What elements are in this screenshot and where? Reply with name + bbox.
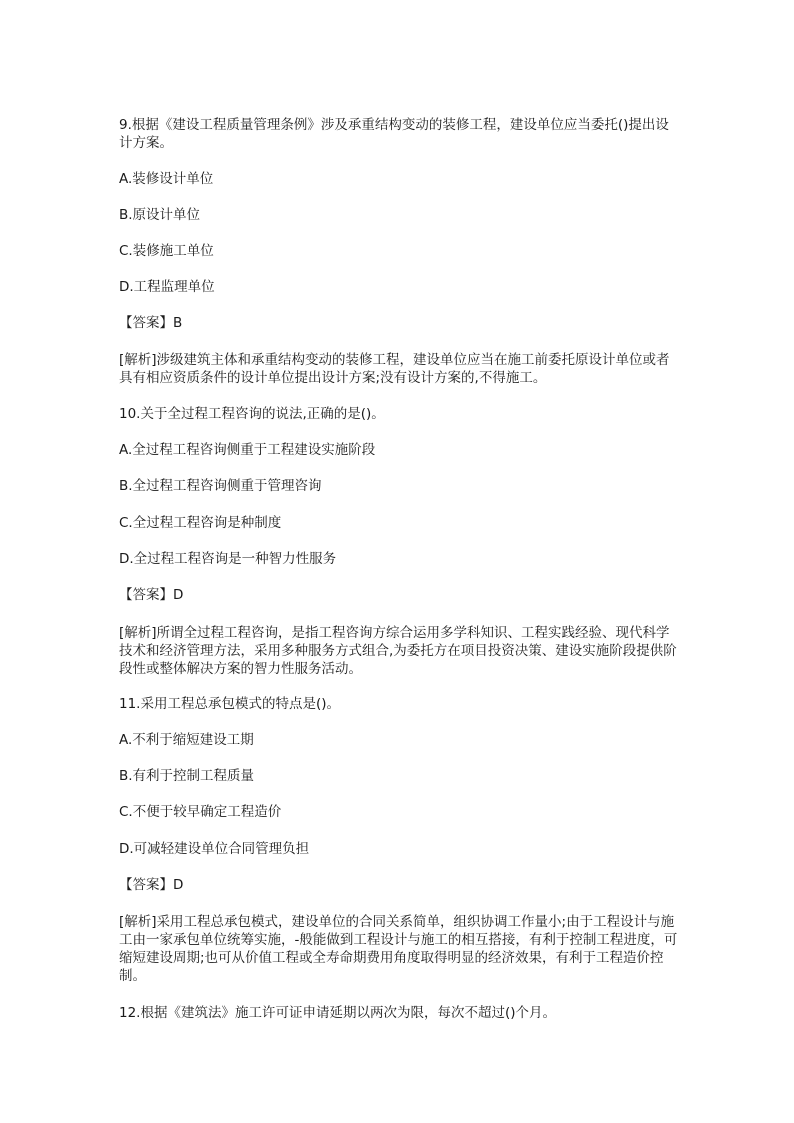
question-9-option-c: C.装修施工单位 [119,243,214,259]
question-10-option-c: C.全过程工程咨询是种制度 [119,515,282,531]
question-10-stem: 10.关于全过程工程咨询的说法,正确的是()。 [119,406,385,422]
question-9-option-a: A.装修设计单位 [119,171,214,187]
question-11-explanation: [解析]采用工程总承包模式，建设单位的合同关系简单，组织协调工作量小;由于工程设计与施工由一家承包单位统筹实施，-般能做到工程设计与施工的相互搭接，有利于控制工程进度，可缩短建设周期;也可从价值工程或全寿命期费用角度取得明显的经济效果，有利于工程造价控制。 [119,914,678,984]
question-9-option-d: D.工程监理单位 [119,279,215,295]
question-12-stem: 12.根据《建筑法》施工许可证申请延期以两次为限，每次不超过()个月。 [119,1005,557,1021]
question-11-option-b: B.有利于控制工程质量 [119,768,255,784]
question-9-option-b: B.原设计单位 [119,207,201,223]
question-10-option-b: B.全过程工程咨询侧重于管理咨询 [119,478,322,494]
question-11-answer: 【答案】D [119,877,184,893]
question-10-option-d: D.全过程工程咨询是一种智力性服务 [119,551,337,567]
question-10-answer: 【答案】D [119,587,184,603]
question-11-stem: 11.采用工程总承包模式的特点是()。 [119,696,341,712]
question-9-answer: 【答案】B [119,315,183,331]
question-9-explanation: [解析]涉级建筑主体和承重结构变动的装修工程，建设单位应当在施工前委托原设计单位或者具有相应资质条件的设计单位提出设计方案;没有设计方案的,不得施工。 [119,352,670,386]
question-11-option-a: A.不利于缩短建设工期 [119,732,254,748]
question-11-option-d: D.可减轻建设单位合同管理负担 [119,841,310,857]
question-10-explanation: [解析]所谓全过程工程咨询，是指工程咨询方综合运用多学科知识、工程实践经验、现代科学技术和经济管理方法，采用多种服务方式组合,为委托方在项目投资决策、建设实施阶段提供阶段性或整体解决方案的智力性服务活动。 [119,625,677,677]
question-11-option-c: C.不便于较早确定工程造价 [119,804,282,820]
question-10-option-a: A.全过程工程咨询侧重于工程建设实施阶段 [119,442,376,458]
question-9-stem: 9.根据《建设工程质量管理条例》涉及承重结构变动的装修工程，建设单位应当委托()提出设计方案。 [119,117,669,151]
